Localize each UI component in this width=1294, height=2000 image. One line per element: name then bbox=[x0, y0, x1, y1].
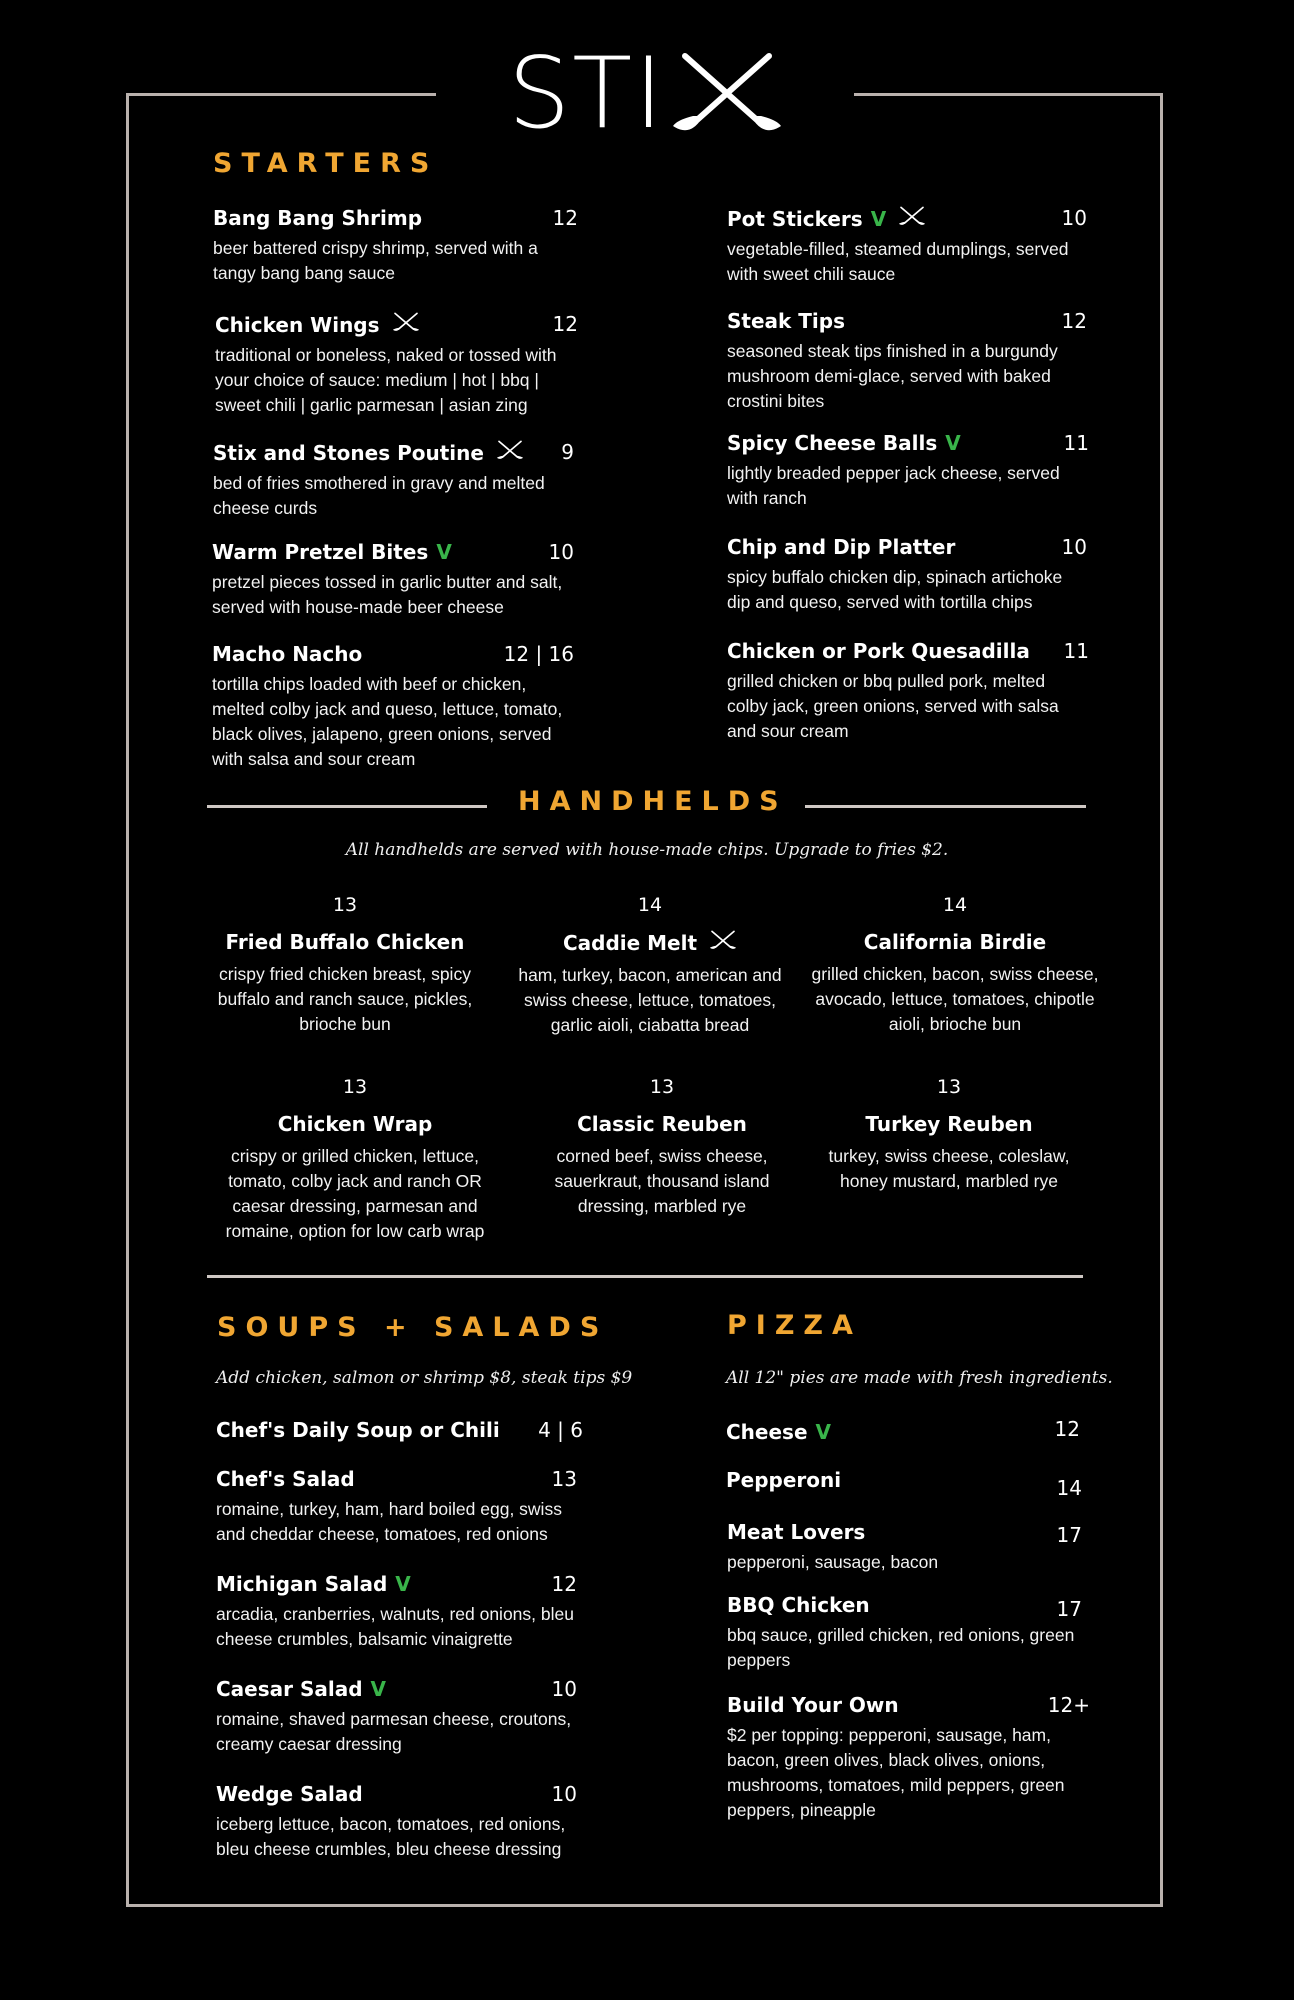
section-title-handhelds: HANDHELDS bbox=[518, 786, 788, 817]
item-price: 12 | 16 bbox=[503, 642, 574, 666]
menu-item bbox=[216, 1677, 577, 1757]
logo-text: STI bbox=[508, 37, 665, 151]
menu-item bbox=[727, 1593, 1082, 1673]
menu-item bbox=[804, 1076, 1094, 1194]
divider bbox=[207, 1275, 1083, 1278]
item-price: 12 bbox=[551, 1572, 577, 1596]
item-name: Michigan Salad bbox=[216, 1572, 388, 1596]
item-price: 13 bbox=[649, 1076, 675, 1098]
item-description: spicy buffalo chicken dip, spinach artichoke dip and queso, served with tortilla chips bbox=[727, 567, 1063, 612]
menu-item bbox=[212, 642, 574, 772]
item-name: Pot Stickers bbox=[727, 207, 863, 231]
item-name: Bang Bang Shrimp bbox=[213, 206, 423, 230]
menu-item bbox=[810, 894, 1100, 1037]
menu-item bbox=[727, 309, 1087, 414]
item-name: Cheese bbox=[726, 1420, 808, 1444]
menu-item bbox=[210, 1076, 500, 1244]
item-name: Build Your Own bbox=[727, 1693, 899, 1717]
vegetarian-badge: V bbox=[370, 1677, 387, 1701]
soups-note: Add chicken, salmon or shrimp $8, steak tips $9 bbox=[216, 1368, 633, 1388]
item-price: 11 bbox=[1063, 431, 1089, 455]
menu-item bbox=[213, 440, 578, 521]
vegetarian-badge: V bbox=[436, 540, 452, 564]
item-description: crispy fried chicken breast, spicy buffalo and ranch sauce, pickles, brioche bun bbox=[217, 964, 473, 1034]
menu-item bbox=[727, 639, 1089, 744]
section-title-pizza: PIZZA bbox=[727, 1310, 862, 1341]
item-description: pepperoni, sausage, bacon bbox=[727, 1552, 939, 1572]
item-price: 13 bbox=[342, 1076, 368, 1098]
item-price: 12 bbox=[1061, 309, 1087, 333]
item-name: California Birdie bbox=[863, 930, 1047, 954]
item-name: Wedge Salad bbox=[216, 1782, 363, 1806]
item-price: 17 bbox=[1056, 1523, 1082, 1547]
item-description: romaine, turkey, ham, hard boiled egg, swiss and cheddar cheese, tomatoes, red onions bbox=[216, 1499, 562, 1544]
menu-item bbox=[727, 535, 1087, 615]
golf-clubs-icon bbox=[496, 440, 524, 462]
menu-item bbox=[726, 1417, 1080, 1444]
golf-clubs-icon bbox=[709, 930, 737, 952]
item-description: turkey, swiss cheese, coleslaw, honey mustard, marbled rye bbox=[828, 1146, 1070, 1191]
item-name: Caesar Salad bbox=[216, 1677, 363, 1701]
item-description: crispy or grilled chicken, lettuce, tomato, colby jack and ranch OR caesar dressing, parmesan and romaine, option for low carb wrap bbox=[225, 1146, 485, 1241]
item-price: 10 bbox=[1061, 535, 1087, 559]
item-description: corned beef, swiss cheese, sauerkraut, thousand island dressing, marbled rye bbox=[554, 1146, 770, 1216]
section-title-starters: STARTERS bbox=[213, 148, 439, 179]
item-description: lightly breaded pepper jack cheese, served with ranch bbox=[727, 463, 1060, 508]
divider bbox=[805, 805, 1086, 808]
handhelds-note: All handhelds are served with house-made chips. Upgrade to fries $2. bbox=[345, 840, 949, 860]
item-description: $2 per topping: pepperoni, sausage, ham, bacon, green olives, black olives, onions, mushrooms, tomatoes, mild peppers, green peppers, pineapple bbox=[727, 1725, 1065, 1820]
vegetarian-badge: V bbox=[395, 1572, 411, 1596]
item-description: bbq sauce, grilled chicken, red onions, green peppers bbox=[727, 1625, 1075, 1670]
menu-item bbox=[212, 540, 574, 620]
item-price: 10 bbox=[551, 1782, 577, 1806]
item-price: 10 bbox=[1061, 206, 1087, 230]
item-price: 14 bbox=[637, 894, 663, 916]
item-name: BBQ Chicken bbox=[727, 1593, 870, 1617]
item-price: 9 bbox=[561, 440, 574, 464]
item-name: Classic Reuben bbox=[577, 1112, 747, 1136]
item-price: 11 bbox=[1063, 639, 1089, 663]
item-name: Fried Buffalo Chicken bbox=[225, 930, 465, 954]
golf-clubs-icon bbox=[392, 312, 420, 334]
item-description: pretzel pieces tossed in garlic butter and salt, served with house-made beer cheese bbox=[212, 572, 563, 617]
item-name: Pepperoni bbox=[726, 1468, 842, 1492]
item-name: Spicy Cheese Balls bbox=[727, 431, 938, 455]
item-description: arcadia, cranberries, walnuts, red onions, bleu cheese crumbles, balsamic vinaigrette bbox=[216, 1604, 574, 1649]
item-price: 17 bbox=[1056, 1597, 1082, 1621]
item-description: grilled chicken or bbq pulled pork, melted colby jack, green onions, served with salsa and sour cream bbox=[727, 671, 1059, 741]
item-price: 10 bbox=[551, 1677, 577, 1701]
item-name: Chicken Wrap bbox=[277, 1112, 433, 1136]
menu-item bbox=[216, 1467, 577, 1547]
item-price: 12+ bbox=[1047, 1693, 1090, 1717]
item-name: Turkey Reuben bbox=[865, 1112, 1033, 1136]
menu-item bbox=[727, 1520, 1082, 1575]
crossed-golf-clubs-icon bbox=[671, 50, 783, 138]
item-name: Chef's Salad bbox=[216, 1467, 355, 1491]
item-name: Chip and Dip Platter bbox=[727, 535, 956, 559]
item-name: Steak Tips bbox=[727, 309, 846, 333]
brand-logo bbox=[508, 37, 783, 151]
item-description: beer battered crispy shrimp, served with a tangy bang bang sauce bbox=[213, 238, 538, 283]
item-name: Caddie Melt bbox=[562, 931, 698, 955]
menu-item bbox=[727, 431, 1089, 511]
divider bbox=[207, 805, 487, 808]
item-name: Stix and Stones Poutine bbox=[213, 441, 484, 465]
vegetarian-badge: V bbox=[815, 1420, 831, 1444]
item-price: 4 | 6 bbox=[538, 1418, 583, 1442]
menu-item bbox=[216, 1572, 577, 1652]
item-price: 14 bbox=[1056, 1476, 1082, 1500]
item-description: romaine, shaved parmesan cheese, croutons, creamy caesar dressing bbox=[216, 1709, 572, 1754]
item-name: Warm Pretzel Bites bbox=[212, 540, 429, 564]
item-description: bed of fries smothered in gravy and melted cheese curds bbox=[213, 473, 545, 518]
vegetarian-badge: V bbox=[870, 207, 887, 231]
item-description: iceberg lettuce, bacon, tomatoes, red onions, bleu cheese crumbles, bleu cheese dressing bbox=[216, 1814, 566, 1859]
item-price: 13 bbox=[332, 894, 358, 916]
menu-item bbox=[505, 894, 795, 1038]
section-title-soups-salads: SOUPS + SALADS bbox=[217, 1312, 609, 1343]
item-description: seasoned steak tips finished in a burgundy mushroom demi-glace, served with baked crostini bites bbox=[727, 341, 1058, 411]
item-name: Chicken Wings bbox=[215, 313, 380, 337]
item-description: vegetable-filled, steamed dumplings, served with sweet chili sauce bbox=[727, 239, 1069, 284]
vegetarian-badge: V bbox=[945, 431, 961, 455]
item-price: 13 bbox=[551, 1467, 577, 1491]
item-price: 12 bbox=[552, 312, 578, 336]
menu-item bbox=[517, 1076, 807, 1219]
menu-item bbox=[216, 1418, 583, 1442]
item-name: Macho Nacho bbox=[212, 642, 363, 666]
menu-item bbox=[200, 894, 490, 1037]
item-price: 12 bbox=[1054, 1417, 1080, 1441]
menu-item bbox=[213, 206, 578, 286]
item-description: ham, turkey, bacon, american and swiss cheese, lettuce, tomatoes, garlic aioli, ciabatta bread bbox=[518, 965, 782, 1035]
item-price: 10 bbox=[548, 540, 574, 564]
item-description: tortilla chips loaded with beef or chicken, melted colby jack and queso, lettuce, tomato, black olives, jalapeno, green onions, served with salsa and sour cream bbox=[212, 674, 563, 769]
item-name: Meat Lovers bbox=[727, 1520, 866, 1544]
menu-item bbox=[216, 1782, 577, 1862]
menu-item bbox=[726, 1468, 1082, 1500]
pizza-note: All 12" pies are made with fresh ingredients. bbox=[726, 1368, 1113, 1388]
menu-item bbox=[727, 206, 1087, 287]
item-name: Chef's Daily Soup or Chili bbox=[216, 1418, 500, 1442]
item-description: traditional or boneless, naked or tossed with your choice of sauce: medium | hot | bbq | sweet chili | garlic parmesan | asian zing bbox=[215, 345, 557, 415]
item-price: 12 bbox=[552, 206, 578, 230]
item-name: Chicken or Pork Quesadilla bbox=[727, 639, 1030, 663]
menu-item bbox=[215, 312, 578, 418]
menu-item bbox=[727, 1693, 1090, 1823]
item-price: 14 bbox=[942, 894, 968, 916]
item-price: 13 bbox=[936, 1076, 962, 1098]
golf-clubs-icon bbox=[898, 206, 926, 228]
item-description: grilled chicken, bacon, swiss cheese, avocado, lettuce, tomatoes, chipotle aioli, brioche bun bbox=[811, 964, 1099, 1034]
